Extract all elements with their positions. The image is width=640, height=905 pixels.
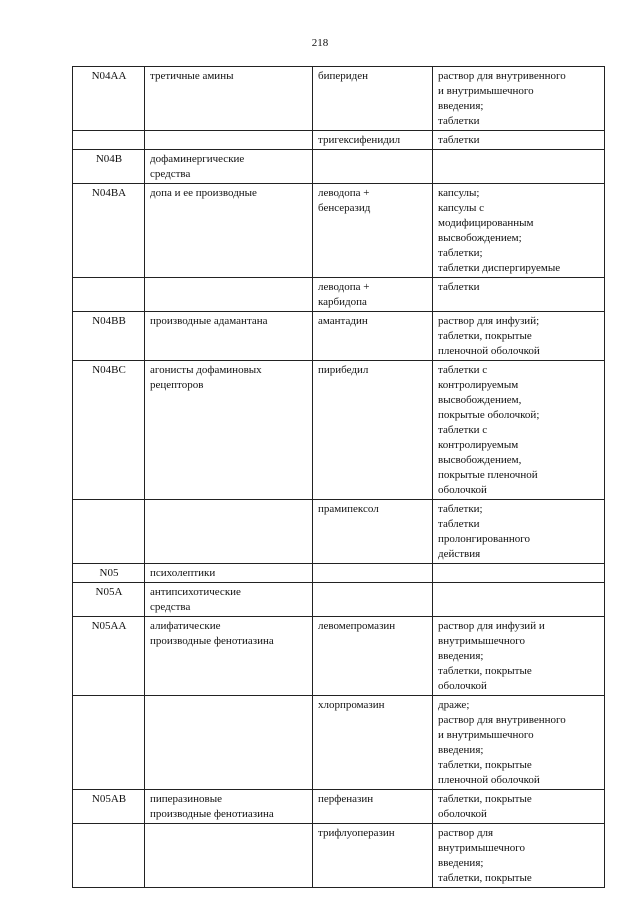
table-row [73,361,605,500]
cell-text-line: N04BA [91,187,127,199]
cell-text-line: N04BC [92,364,126,376]
cell-text-line: третичные амины [150,70,234,82]
table-row [73,131,605,150]
table-row [73,583,605,617]
cell-text-line: таблетки, покрытые [438,330,532,342]
table-row [73,312,605,361]
cell-text-line: средства [150,168,191,180]
cell-text-line: левомепромазин [318,620,396,632]
cell-text-line: N05AA [91,620,127,632]
cell-text-line: раствор для внутривенного [438,714,566,726]
cell-text-line: таблетки с [438,424,488,436]
group-name-cell [145,131,313,150]
cell-text-line: капсулы с [438,202,485,214]
group-name-cell [145,500,313,564]
atc-code-cell [73,361,145,500]
cell-text-line: пленочной оболочкой [438,774,540,786]
drug-name-cell [313,696,433,790]
cell-text-line: N04B [95,153,123,165]
atc-code-cell [73,824,145,888]
cell-text-line: допа и ее производные [150,187,257,199]
cell-text-line: амантадин [318,315,368,327]
cell-text-line: леводопа + [318,187,370,199]
atc-code-cell [73,131,145,150]
cell-text-line: оболочкой [438,808,487,820]
cell-text-line: производные фенотиазина [150,808,274,820]
atc-code-cell [73,696,145,790]
cell-text-line: таблетки [438,115,480,127]
atc-code-cell [73,278,145,312]
atc-code-cell [73,583,145,617]
group-name-cell [145,67,313,131]
cell-text-line: контролируемым [438,379,519,391]
cell-text-line: производные адамантана [150,315,268,327]
cell-text-line: покрытые пленочной [438,469,538,481]
group-name-cell [145,617,313,696]
cell-text-line: таблетки; [438,247,483,259]
cell-text-line: оболочкой [438,484,487,496]
atc-code-cell [73,67,145,131]
atc-code-cell [73,617,145,696]
drug-name-cell [313,184,433,278]
dosage-forms-cell [433,564,605,583]
cell-text-line: пролонгированного [438,533,530,545]
table-row [73,617,605,696]
cell-text-line: раствор для [438,827,494,839]
dosage-forms-cell [433,184,605,278]
cell-text-line: и внутримышечного [438,729,534,741]
group-name-cell [145,278,313,312]
dosage-forms-cell [433,824,605,888]
drug-name-cell [313,67,433,131]
cell-text-line: таблетки с [438,364,488,376]
cell-text-line: раствор для инфузий и [438,620,545,632]
cell-text-line: N05A [95,586,123,598]
table-row [73,67,605,131]
dosage-forms-cell [433,150,605,184]
cell-text-line: N04BB [92,315,126,327]
cell-text-line: таблетки [438,134,480,146]
cell-text-line: введения; [438,857,484,869]
atc-code-cell [73,564,145,583]
dosage-forms-cell [433,278,605,312]
cell-text-line: перфеназин [318,793,374,805]
cell-text-line: производные фенотиазина [150,635,274,647]
group-name-cell [145,824,313,888]
cell-text-line: модифицированным [438,217,534,229]
drug-name-cell [313,583,433,617]
cell-text-line: хлорпромазин [318,699,385,711]
cell-text-line: тригексифенидил [318,134,401,146]
atc-code-cell [73,500,145,564]
cell-text-line: N05AB [91,793,127,805]
cell-text-line: таблетки, покрытые [438,759,532,771]
group-name-cell [145,150,313,184]
table-row [73,500,605,564]
cell-text-line: таблетки [438,518,480,530]
cell-text-line: таблетки диспергируемые [438,262,561,274]
cell-text-line: дофаминергические [150,153,245,165]
cell-text-line: пленочной оболочкой [438,345,540,357]
cell-text-line: внутримышечного [438,842,525,854]
table-row [73,184,605,278]
dosage-forms-cell [433,312,605,361]
cell-text-line: оболочкой [438,680,487,692]
cell-text-line: N04AA [91,70,127,82]
table-row [73,824,605,888]
cell-text-line: покрытые оболочкой; [438,409,540,421]
table-row [73,278,605,312]
cell-text-line: бенсеразид [318,202,371,214]
atc-code-cell [73,184,145,278]
page-number: 218 [311,37,329,49]
drug-name-cell [313,131,433,150]
cell-text-line: карбидопа [318,296,367,308]
drug-name-cell [313,564,433,583]
cell-text-line: таблетки, покрытые [438,793,532,805]
atc-code-cell [73,312,145,361]
cell-text-line: высвобождением, [438,394,522,406]
dosage-forms-cell [433,361,605,500]
cell-text-line: пиперазиновые [150,793,223,805]
cell-text-line: таблетки; [438,503,483,515]
dosage-forms-cell [433,696,605,790]
drug-name-cell [313,824,433,888]
dosage-forms-cell [433,131,605,150]
dosage-forms-cell [433,583,605,617]
cell-text-line: трифлуоперазин [318,827,395,839]
dosage-forms-cell [433,67,605,131]
cell-text-line: раствор для инфузий; [438,315,540,327]
cell-text-line: внутримышечного [438,635,525,647]
drug-name-cell [313,150,433,184]
atc-code-cell [73,790,145,824]
cell-text-line: N05 [99,567,119,579]
group-name-cell [145,184,313,278]
cell-text-line: антипсихотические [150,586,241,598]
drug-name-cell [313,361,433,500]
group-name-cell [145,696,313,790]
drug-name-cell [313,312,433,361]
drug-name-cell [313,617,433,696]
group-name-cell [145,361,313,500]
atc-code-cell [73,150,145,184]
cell-text-line: действия [438,548,481,560]
cell-text-line: раствор для внутривенного [438,70,566,82]
cell-text-line: психолептики [150,567,216,579]
cell-text-line: таблетки, покрытые [438,872,532,884]
drug-name-cell [313,790,433,824]
dosage-forms-cell [433,617,605,696]
cell-text-line: агонисты дофаминовых [150,364,262,376]
cell-text-line: контролируемым [438,439,519,451]
cell-text-line: введения; [438,100,484,112]
cell-text-line: таблетки [438,281,480,293]
drug-classification-table [72,66,605,888]
table-row [73,696,605,790]
cell-text-line: бипериден [318,70,369,82]
cell-text-line: высвобождением; [438,232,522,244]
cell-text-line: капсулы; [438,187,480,199]
drug-name-cell [313,278,433,312]
cell-text-line: леводопа + [318,281,370,293]
cell-text-line: рецепторов [150,379,204,391]
table-body [73,67,605,888]
cell-text-line: пирибедил [318,364,369,376]
table-row [73,564,605,583]
dosage-forms-cell [433,790,605,824]
cell-text-line: таблетки, покрытые [438,665,532,677]
group-name-cell [145,583,313,617]
table-row [73,790,605,824]
cell-text-line: драже; [438,699,470,711]
cell-text-line: введения; [438,744,484,756]
cell-text-line: и внутримышечного [438,85,534,97]
drug-name-cell [313,500,433,564]
cell-text-line: средства [150,601,191,613]
cell-text-line: высвобождением, [438,454,522,466]
cell-text-line: прамипексол [318,503,379,515]
table-row [73,150,605,184]
group-name-cell [145,564,313,583]
group-name-cell [145,790,313,824]
cell-text-line: алифатические [150,620,221,632]
cell-text-line: введения; [438,650,484,662]
dosage-forms-cell [433,500,605,564]
group-name-cell [145,312,313,361]
